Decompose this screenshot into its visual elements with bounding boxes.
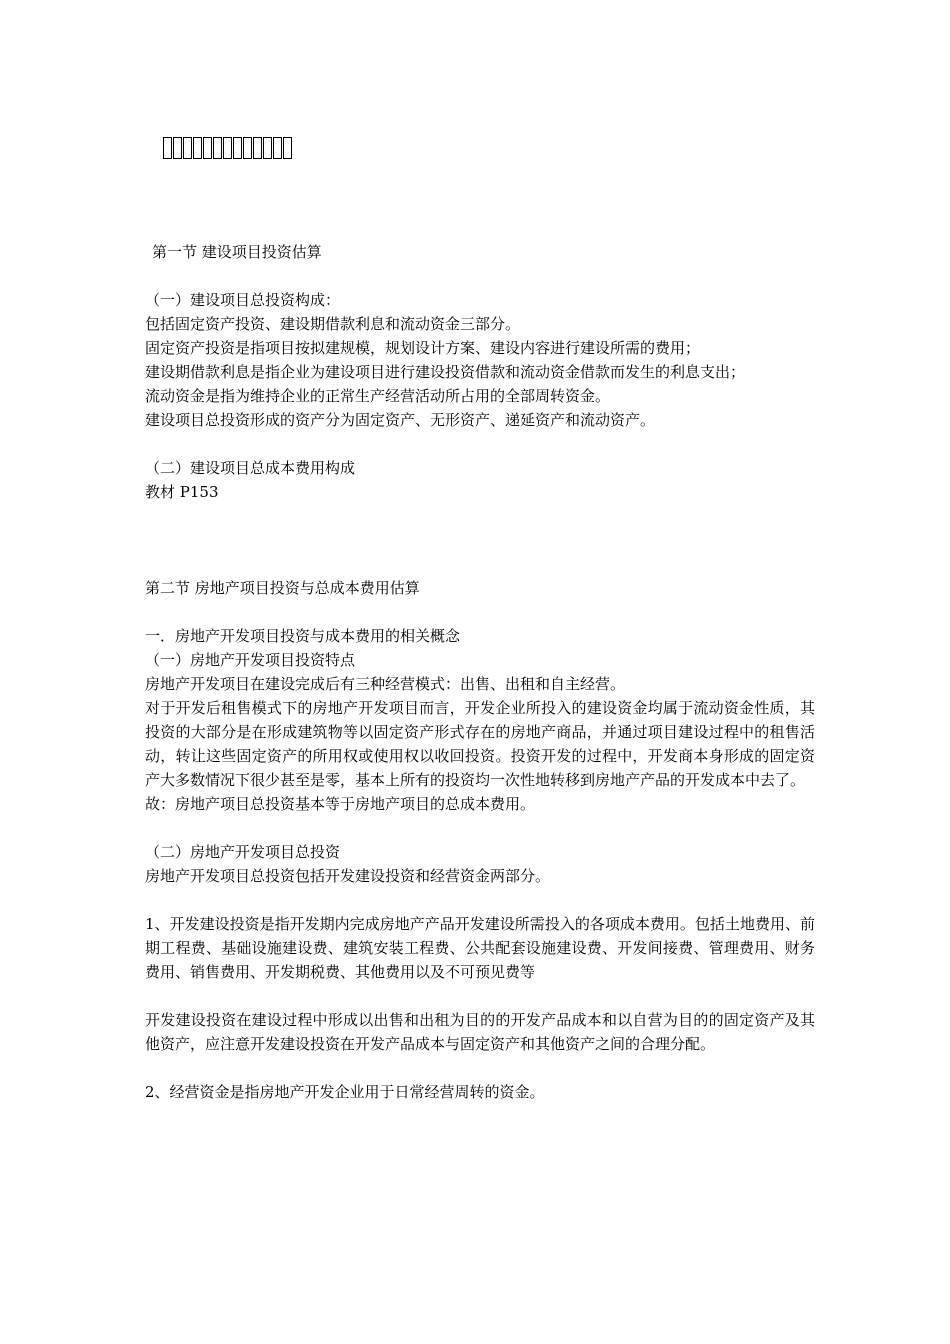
title-glyph-box <box>223 137 232 159</box>
section2-sub1-conclusion: 故：房地产项目总投资基本等于房地产项目的总成本费用。 <box>145 795 536 813</box>
section2-heading: 第二节 房地产项目投资与总成本费用估算 <box>145 579 420 597</box>
section2-sub2-title: （二）房地产开发项目总投资 <box>145 843 341 861</box>
title-glyph-box <box>273 137 282 159</box>
section2-item1-paragraph: 开发建设投资在建设过程中形成以出售和出租为目的的开发产品成本和以自营为目的的固定资产及其他资产，应注意开发建设投资在开发产品成本与固定资产和其他资产之间的合理分配。 <box>145 1011 815 1053</box>
title-glyph-box <box>183 137 192 159</box>
section1-line: 建设期借款利息是指企业为建设项目进行建设投资借款和流动资金借款而发生的利息支出； <box>145 363 746 381</box>
section2-part1-title: 一．房地产开发项目投资与成本费用的相关概念 <box>145 627 461 645</box>
section1-sub2-title: （二）建设项目总成本费用构成 <box>145 459 356 477</box>
title-glyph-box <box>213 137 222 159</box>
title-glyph-box <box>243 137 252 159</box>
title-glyph-box <box>263 137 272 159</box>
title-glyph-box <box>283 137 292 159</box>
section2-item2: 2、经营资金是指房地产开发企业用于日常经营周转的资金。 <box>145 1083 545 1101</box>
section1-line: 包括固定资产投资、建设期借款利息和流动资金三部分。 <box>145 315 521 333</box>
section1-line: 固定资产投资是指项目按拟建规模，规划设计方案、建设内容进行建设所需的费用； <box>145 339 701 357</box>
title-glyph-box <box>193 137 202 159</box>
title-glyph-box <box>253 137 262 159</box>
section2-sub1-line1: 房地产开发项目在建设完成后有三种经营模式：出售、出租和自主经营。 <box>145 675 626 693</box>
title-glyph-box <box>173 137 182 159</box>
section2-sub2-line: 房地产开发项目总投资包括开发建设投资和经营资金两部分。 <box>145 867 551 885</box>
title-glyph-box <box>233 137 242 159</box>
section1-sub1-title: （一）建设项目总投资构成： <box>145 291 341 309</box>
document-body <box>145 240 815 1104</box>
section2-item1: 1、开发建设投资是指开发期内完成房地产产品开发建设所需投入的各项成本费用。包括土地费用、前期工程费、基础设施建设费、建筑安装工程费、公共配套设施建设费、开发间接费、管理费用、财务费用、销售费用、开发期税费、其他费用以及不可预见费等 <box>145 915 815 981</box>
section1-line: 流动资金是指为维持企业的正常生产经营活动所占用的全部周转资金。 <box>145 387 611 405</box>
document-title-glyphs <box>163 137 293 161</box>
title-glyph-box <box>163 137 172 159</box>
section2-sub1-title: （一）房地产开发项目投资特点 <box>145 651 356 669</box>
section1-heading: 第一节 建设项目投资估算 <box>152 243 322 261</box>
section1-textbook-ref: 教材 P153 <box>145 483 219 501</box>
section1-line: 建设项目总投资形成的资产分为固定资产、无形资产、递延资产和流动资产。 <box>145 411 656 429</box>
section2-sub1-paragraph: 对于开发后租售模式下的房地产开发项目而言，开发企业所投入的建设资金均属于流动资金性质，其投资的大部分是在形成建筑物等以固定资产形式存在的房地产商品，并通过项目建设过程中的租售活动，转让这些固定资产的所用权或使用权以收回投资。投资开发的过程中，开发商本身形成的固定资产大多数情况下很少甚至是零，基本上所有的投资均一次性地转移到房地产产品的开发成本中去了。 <box>145 699 815 789</box>
title-glyph-box <box>203 137 212 159</box>
